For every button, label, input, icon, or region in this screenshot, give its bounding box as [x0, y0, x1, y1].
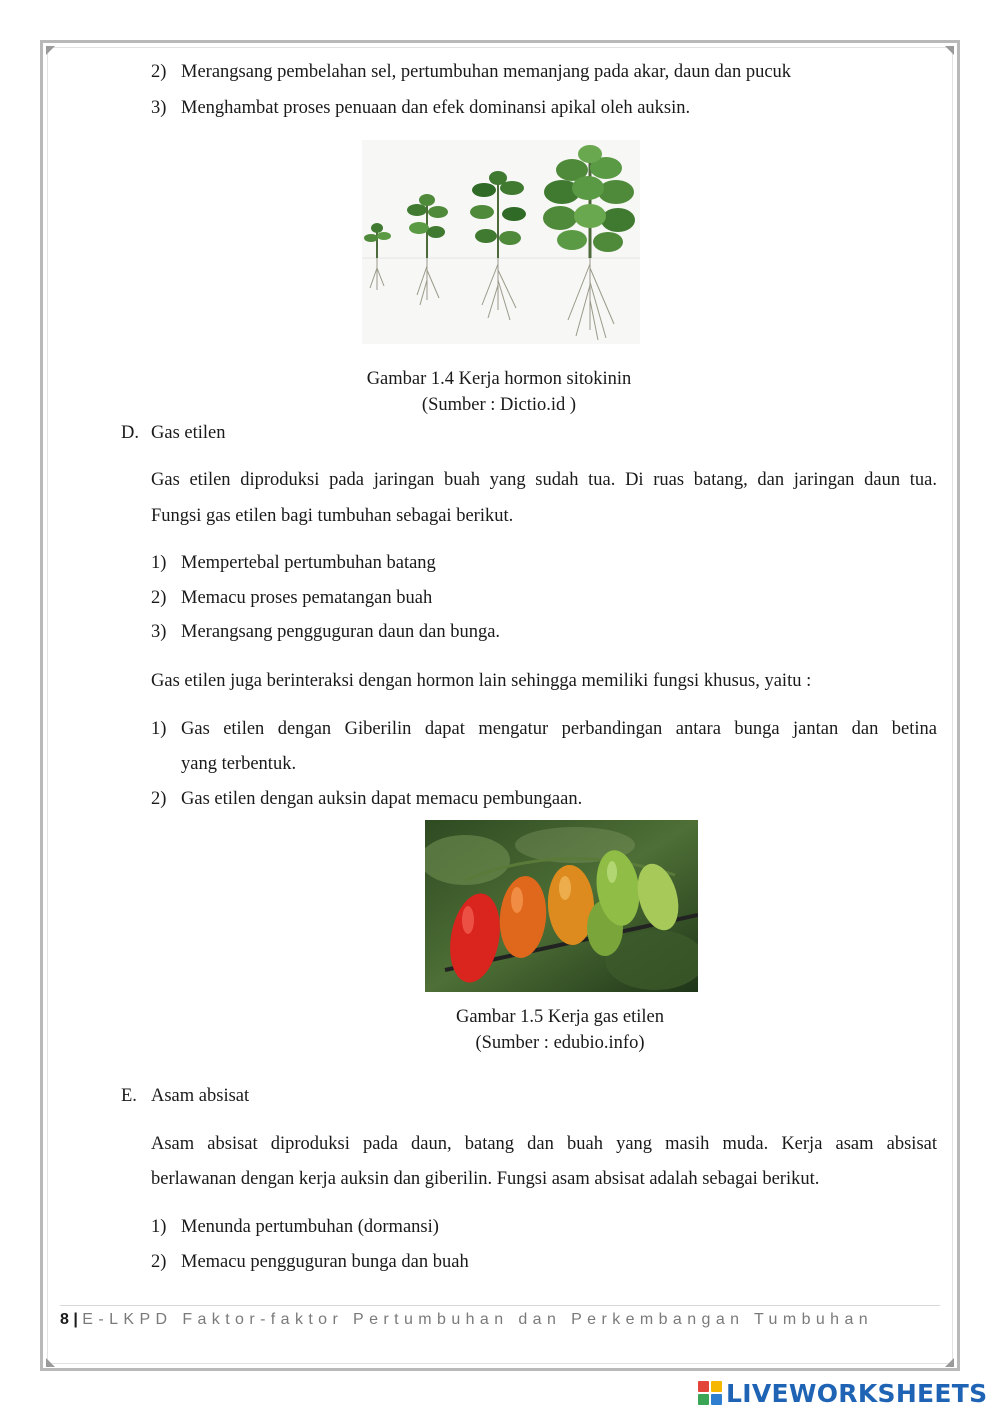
list-number: 3) — [151, 98, 167, 118]
list-item — [151, 620, 500, 644]
page-number: 8 | — [60, 1311, 78, 1328]
paragraph-line: Gas etilen diproduksi pada jaringan buah yang sudah tua. Di ruas batang, dan jaringan daun tua. — [151, 470, 937, 490]
page-footer — [60, 1309, 873, 1331]
corner-ornament — [46, 1358, 55, 1367]
figure-caption: Gambar 1.4 Kerja hormon sitokinin — [366, 369, 632, 389]
tomato-ripening-image — [425, 820, 698, 992]
list-number: 1) — [151, 719, 167, 739]
list-item — [151, 551, 436, 575]
list-text: Mempertebal pertumbuhan batang — [181, 553, 436, 573]
list-number: 1) — [151, 553, 167, 573]
corner-ornament — [945, 46, 954, 55]
list-number: 2) — [151, 789, 167, 809]
figure-source: (Sumber : edubio.info) — [475, 1033, 645, 1053]
logo-block — [698, 1394, 709, 1405]
footer-divider — [60, 1305, 940, 1306]
cytokinin-plants-image — [362, 140, 640, 344]
list-number: 2) — [151, 1252, 167, 1272]
list-item — [151, 60, 791, 84]
section-heading — [121, 421, 226, 445]
logo-block — [698, 1381, 709, 1392]
list-item — [151, 96, 690, 120]
section-title: Gas etilen — [151, 423, 226, 443]
list-text: Gas etilen dengan auksin dapat memacu pembungaan. — [181, 789, 583, 809]
list-text: Memacu pengguguran bunga dan buah — [181, 1252, 469, 1272]
logo-blocks-icon — [698, 1381, 722, 1405]
logo-block — [711, 1381, 722, 1392]
list-number: 1) — [151, 1217, 167, 1237]
list-item — [151, 717, 937, 741]
corner-ornament — [945, 1358, 954, 1367]
list-text: Menunda pertumbuhan (dormansi) — [181, 1217, 439, 1237]
list-number: 3) — [151, 622, 167, 642]
figure-caption: Gambar 1.5 Kerja gas etilen — [455, 1007, 665, 1027]
paragraph-line: berlawanan dengan kerja auksin dan giberilin. Fungsi asam absisat adalah sebagai berikut. — [151, 1169, 820, 1189]
list-text: Memacu proses pematangan buah — [181, 588, 433, 608]
tomato-illustration — [425, 820, 698, 992]
plants-illustration — [362, 140, 640, 344]
section-label: D. — [121, 423, 139, 443]
corner-ornament — [46, 46, 55, 55]
list-text: Merangsang pengguguran daun dan bunga. — [181, 622, 501, 642]
list-text-continued: yang terbentuk. — [181, 754, 297, 774]
list-number: 2) — [151, 588, 167, 608]
list-item — [151, 787, 582, 811]
section-label: E. — [121, 1086, 137, 1106]
paragraph-line: Fungsi gas etilen bagi tumbuhan sebagai berikut. — [151, 506, 514, 526]
logo-text: LIVEWORKSHEETS — [726, 1378, 988, 1408]
list-text: Gas etilen dengan Giberilin dapat mengatur perbandingan antara bunga jantan dan betina — [181, 719, 937, 739]
paragraph-line: Asam absisat diproduksi pada daun, batang dan buah yang masih muda. Kerja asam absisat — [151, 1134, 937, 1154]
paragraph-line: Gas etilen juga berinteraksi dengan hormon lain sehingga memiliki fungsi khusus, yaitu : — [151, 671, 812, 691]
figure-source: (Sumber : Dictio.id ) — [421, 395, 577, 415]
list-text: Merangsang pembelahan sel, pertumbuhan memanjang pada akar, daun dan pucuk — [181, 62, 792, 82]
section-heading — [121, 1084, 249, 1108]
list-item — [151, 1250, 469, 1274]
logo-block — [711, 1394, 722, 1405]
list-item — [151, 586, 432, 610]
section-title: Asam absisat — [151, 1086, 250, 1106]
list-number: 2) — [151, 62, 167, 82]
list-text: Menghambat proses penuaan dan efek dominansi apikal oleh auksin. — [181, 98, 691, 118]
list-item — [151, 1215, 439, 1239]
footer-title: E-LKPD Faktor-faktor Pertumbuhan dan Perkembangan Tumbuhan — [82, 1311, 874, 1328]
liveworksheets-logo[interactable] — [698, 1378, 987, 1408]
